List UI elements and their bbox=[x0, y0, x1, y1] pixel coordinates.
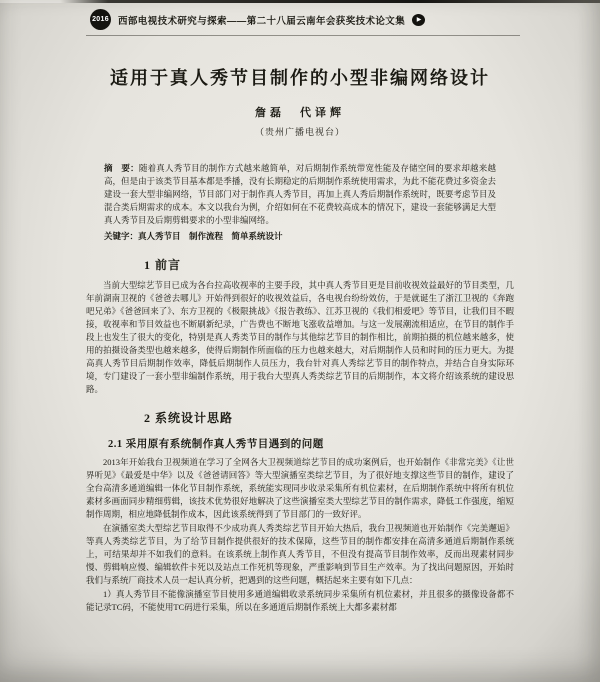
keywords-label: 关键字： bbox=[104, 231, 139, 241]
abstract-text: 随着真人秀节目的制作方式越来越简单，对后期制作系统带宽性能及存储空间的要求却越来越高，但是由于该类节目基本都是季播，没有长期稳定的后期制作系统使用需求，为此不能花费过多资金去建设一套大型非编网络，节目部门对于制作真人秀节目，再加上真人秀后期制作系统时，既要考虑节目及混合类后期需求的成本。本文以我台为例，介绍如何在不花费较高成本的情况下，建设一套能够满足大型真人秀节目及后期剪辑要求的小型非编网络。 bbox=[104, 163, 496, 225]
header bbox=[86, 0, 520, 36]
abstract bbox=[104, 162, 496, 227]
section-heading-1: 1 前言 bbox=[144, 258, 182, 272]
year-badge-icon: 2016 bbox=[90, 9, 111, 30]
header-title: 西部电视技术研究与探索——第二十八届云南年会获奖技术论文集 bbox=[118, 15, 406, 27]
section-heading-2: 2 系统设计思路 bbox=[144, 411, 234, 425]
subsection-2-1-paragraph-2: 在演播室类大型综艺节目取得不少成功真人秀类综艺节目开始大热后，我台卫视频道也开始制作《完美邂逅》等真人秀类综艺节目，为了给节目制作提供很好的技术保障，这些节目的制作都安排在高清多通道后期制作系统上，可结果却并不如我们的意料。在该系统上制作真人秀节目，不但没有提高节目制作效率，反而出现素材同步慢、剪辑响应慢、编辑软件卡死以及站点工作死机等现象，严重影响到节目生产效率。为了找出问题原因，开始时我们与系统厂商技术人员一起认真分析，把遇到的这些问题，概括起来主要有如下几点： bbox=[86, 523, 514, 585]
subsection-2-1-list-item-1: 1）真人秀节目不能像演播室节目使用多通道编辑收录系统同步采集所有机位素材，并且很多的摄像设备都不能记录TC码，不能使用TC码进行采集，所以在多通道后期制作系统上大都多素材都 bbox=[86, 589, 514, 612]
keywords-text: 真人秀节目 制作流程 简单系统设计 bbox=[138, 231, 283, 241]
play-icon: ▶ bbox=[412, 14, 425, 26]
section-1-paragraph: 当前大型综艺节目已成为各台拉高收视率的主要手段，其中真人秀节目更是目前收视效益最好的节目类型，几年前湖南卫视的《爸爸去哪儿》开始得到很好的收视效益后，各电视台纷纷效仿，于是就诞生了浙江卫视的《奔跑吧兄弟》《爸爸回来了》、东方卫视的《极限挑战》《报告教练》、江苏卫视的《我们相爱吧》等节目，让我们目不暇接，收视率和节目效益也不断刷新纪录，广告费也不断地飞涨收益增加。与这一发展潮流相适应，在节目的制作手段上也发生了很大的变化，特别是真人秀类节目的制作与其他综艺节目的制作相比，前期拍摄的机位越来越多，使用的拍摄设备类型也越来越多，使得后期制作所面临的压力也越来越大，对后期制作人员和时间的压力更大。为提高真人秀节目后期制作效率，降低后期制作人员压力，我台针对真人秀综艺节目的制作特点，并结合自身实际环境，专门建设了一套小型非编制作系统，用于我台大型真人秀类综艺节目的后期制作，本文将介绍该系统的建设思路。 bbox=[86, 280, 514, 394]
paper-title: 适用于真人秀节目制作的小型非编网络设计 bbox=[110, 68, 490, 88]
abstract-label: 摘 要： bbox=[104, 163, 139, 173]
subsection-2-1-paragraph-1: 2013年开始我台卫视频道在学习了全网各大卫视频道综艺节目的成功案例后，也开始制作《非常完美》《让世界听见》《最爱是中华》以及《爸爸请回答》等大型演播室类综艺节目，为了很好地支撑这些节目的制作，建设了全台高清多通道编辑一体化节目制作系统，系统能实现同步收录采集所有机位素材，在后期制作系统中将所有机位素材多画面同步精细剪辑，该技术优势很好地解决了这些演播室类大型综艺节目的制作需求，降低工作强度，缩短制作周期，相应地降低制作成本，因此该系统得到了节目部门的一致好评。 bbox=[86, 457, 514, 519]
keywords bbox=[104, 230, 496, 243]
subsection-heading-2-1: 2.1 采用原有系统制作真人秀节目遇到的问题 bbox=[108, 439, 324, 450]
authors: 詹磊 代译辉 bbox=[255, 107, 345, 119]
affiliation: （贵州广播电视台） bbox=[254, 127, 345, 137]
